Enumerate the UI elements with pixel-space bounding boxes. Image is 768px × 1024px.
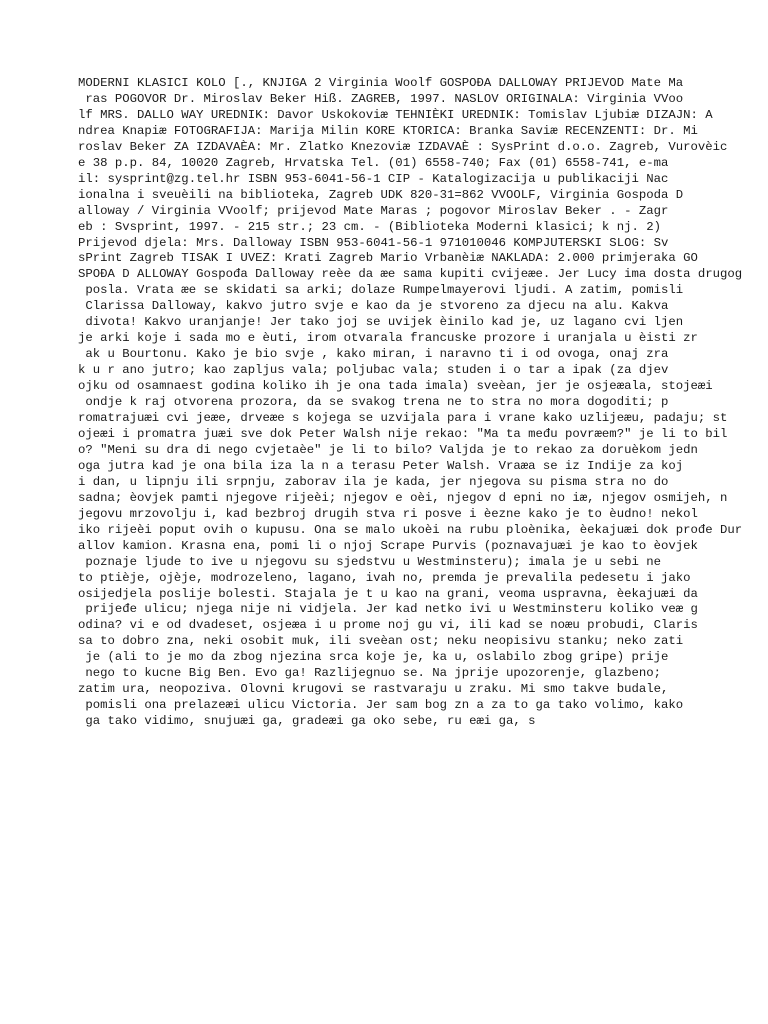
text-line: to ptièje, ojèje, modrozeleno, lagano, ivah no, premda je prevalila pedesetu i jako [78,570,691,585]
text-line: SPOĐA D ALLOWAY Gospođa Dalloway reèe da æe sama kupiti cvijeæe. Jer Lucy ima dosta drugog [78,267,743,282]
text-line: je arki koje i sada mo e èuti, irom otvarala francuske prozore i uranjala u èisti zr [78,331,698,346]
document-page [78,76,768,730]
text-line: osijedjela poslije bolesti. Stajala je t u kao na grani, veoma uspravna, èekajuæi da [78,586,698,601]
text-line: oga jutra kad je ona bila iza la n a terasu Peter Walsh. Vraæa se iz Indije za koj [78,458,684,473]
text-line: romatrajuæi cvi jeæe, drveæe s kojega se uzvijala para i vrane kako uzlijeæu, padaju; st [78,411,728,426]
text-line: ndrea Knapiæ FOTOGRAFIJA: Marija Milin KORE KTORICA: Branka Saviæ RECENZENTI: Dr. Mi [78,123,698,138]
text-line: Clarissa Dalloway, kakvo jutro svje e kao da je stvoreno za djecu na alu. Kakva [78,299,669,314]
text-line: posla. Vrata æe se skidati sa arki; dolaze Rumpelmayerovi ljudi. A zatim, pomisli [78,283,684,298]
text-line: ondje k raj otvorena prozora, da se svakog trena ne to stra no mora dogoditi; p [78,395,669,410]
text-line: Prijevod djela: Mrs. Dalloway ISBN 953-6041-56-1 971010046 KOMPJUTERSKI SLOG: Sv [78,235,669,250]
text-line: ak u Bourtonu. Kako je bio svje , kako miran, i naravno ti i od ovoga, onaj zra [78,347,669,362]
text-line: o? "Meni su dra di nego cvjetaèe" je li to bilo? Valjda je to rekao za doruèkom jedn [78,442,698,457]
text-line: roslav Beker ZA IZDAVAÈA: Mr. Zlatko Knezoviæ IZDAVAÈ : SysPrint d.o.o. Zagreb, Vurovèic [78,139,728,154]
text-line: k u r ano jutro; kao zapljus vala; poljubac vala; studen i o tar a ipak (za djev [78,363,669,378]
text-line: odina? vi e od dvadeset, osjeæa i u prome noj gu vi, ili kad se noæu probudi, Claris [78,618,698,633]
text-line: ionalna i sveuèili na biblioteka, Zagreb UDK 820-31=862 VVOOLF, Virginia Gospoda D [78,187,684,202]
text-line: prijeđe ulicu; njega nije ni vidjela. Jer kad netko ivi u Westminsteru koliko veæ g [78,602,698,617]
text-line: sPrint Zagreb TISAK I UVEZ: Krati Zagreb Mario Vrbanèiæ NAKLADA: 2.000 primjeraka GO [78,251,698,266]
text-line: ojeæi i promatra juæi sve dok Peter Walsh nije rekao: "Ma ta među povræem?" je li to bil [78,426,728,441]
text-line: alloway / Virginia VVoolf; prijevod Mate Maras ; pogovor Miroslav Beker . - Zagr [78,203,669,218]
text-line: divota! Kakvo uranjanje! Jer tako joj se uvijek èinilo kad je, uz lagano cvi ljen [78,315,684,330]
text-line: lf MRS. DALLO WAY UREDNIK: Davor Uskokoviæ TEHNIÈKI UREDNIK: Tomislav Ljubiæ DIZAJN: A [78,107,713,122]
text-line: eb : Svsprint, 1997. - 215 str.; 23 cm. - (Biblioteka Moderni klasici; k nj. 2) [78,219,661,234]
text-line: nego to kucne Big Ben. Evo ga! Razlijegnuo se. Na jprije upozorenje, glazbeno; [78,666,661,681]
text-line: sadna; èovjek pamti njegove rijeèi; njegov e oèi, njegov d epni no iæ, njegov osmijeh, n [78,490,728,505]
text-line: ras POGOVOR Dr. Miroslav Beker Hiß. ZAGREB, 1997. NASLOV ORIGINALA: Virginia VVoo [78,91,684,106]
text-line: pomisli ona prelazeæi ulicu Victoria. Jer sam bog zn a za to ga tako volimo, kako [78,698,684,713]
text-line: iko rijeèi poput ovih o kupusu. Ona se malo ukoèi na rubu ploènika, èekajuæi dok prođe Dur [78,522,743,537]
text-line: il: sysprint@zg.tel.hr ISBN 953-6041-56-1 CIP - Katalogizacija u publikaciji Nac [78,171,669,186]
text-line: jegovu mrzovolju i, kad bezbroj drugih stva ri posve i èezne kako je to èudno! nekol [78,506,698,521]
text-line: ojku od osamnaest godina koliko ih je ona tada imala) sveèan, jer je osjeæala, stojeæi [78,379,713,394]
text-line: je (ali to je mo da zbog njezina srca koje je, ka u, oslabilo zbog gripe) prije [78,650,669,665]
text-line: allov kamion. Krasna ena, pomi li o njoj Scrape Purvis (poznavajuæi je kao to èovjek [78,538,698,553]
text-line: MODERNI KLASICI KOLO [., KNJIGA 2 Virginia Woolf GOSPOĐA DALLOWAY PRIJEVOD Mate Ma [78,76,684,90]
text-line: ga tako vidimo, snujuæi ga, gradeæi ga oko sebe, ru eæi ga, s [78,714,536,729]
text-line: e 38 p.p. 84, 10020 Zagreb, Hrvatska Tel. (01) 6558-740; Fax (01) 6558-741, e-ma [78,155,669,170]
text-line: i dan, u lipnju ili srpnju, zaborav ila je kada, jer njegova su pisma stra no do [78,474,669,489]
text-line: poznaje ljude to ive u njegovu su sjedstvu u Westminsteru); imala je u sebi ne [78,554,661,569]
text-line: sa to dobro zna, neki osobit muk, ili sveèan ost; neku neopisivu stanku; neko zati [78,634,684,649]
text-line: zatim ura, neopoziva. Olovni krugovi se rastvaraju u zraku. Mi smo takve budale, [78,682,669,697]
